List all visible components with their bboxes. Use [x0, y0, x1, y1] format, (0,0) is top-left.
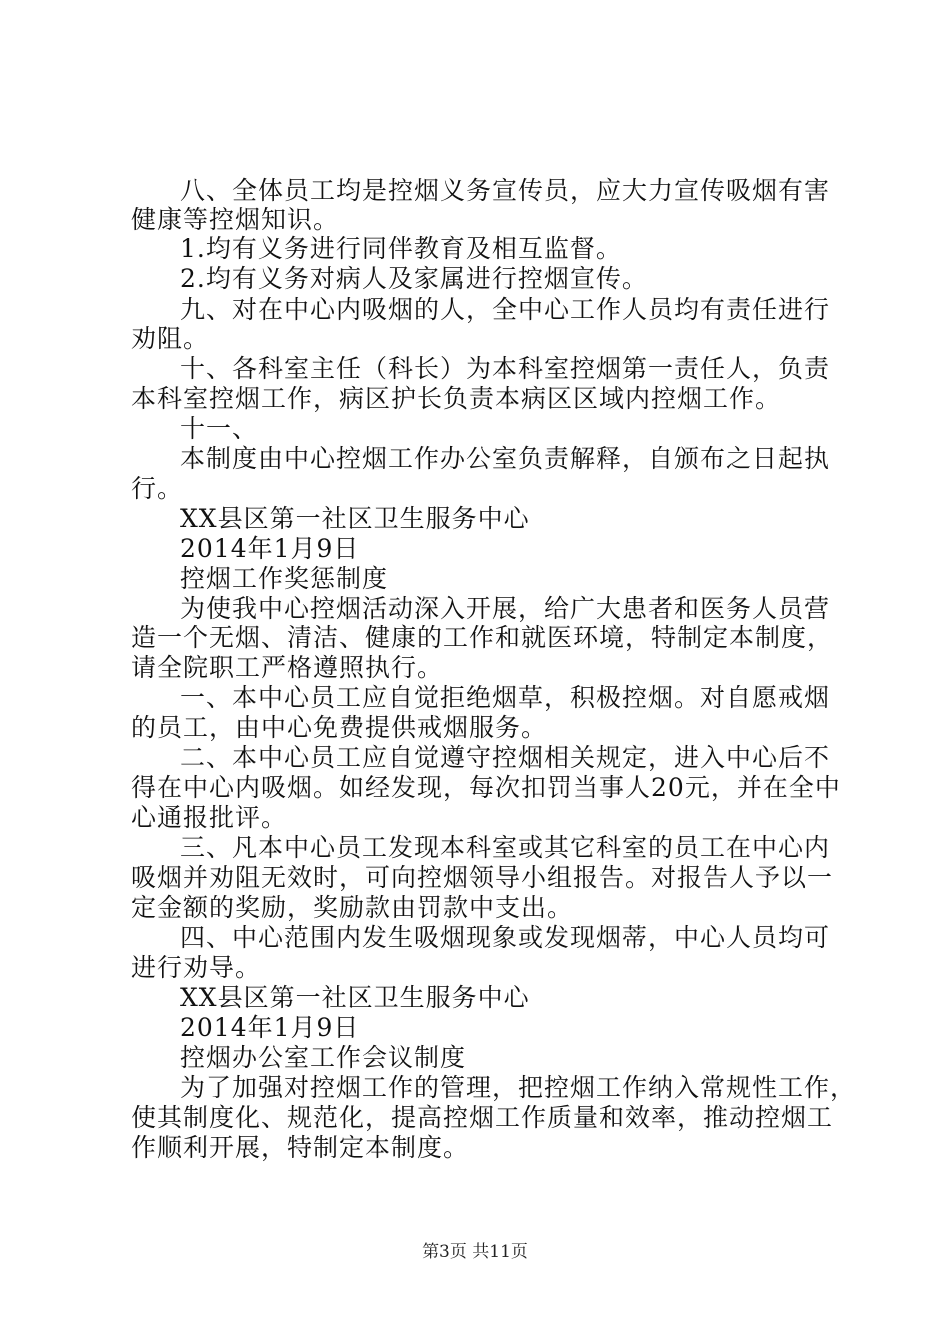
text-line: 心通报批评。	[131, 803, 288, 832]
text-line: 为使我中心控烟活动深入开展，给广大患者和医务人员营	[180, 594, 831, 623]
text-line: 的员工，由中心免费提供戒烟服务。	[131, 713, 548, 742]
text-line: 行。	[131, 474, 184, 503]
text-line: 劝阻。	[131, 324, 210, 353]
text-line: 定金额的奖励，奖励款由罚款中支出。	[131, 893, 574, 922]
text-line: 作顺利开展，特制定本制度。	[131, 1133, 470, 1162]
text-line: 十、各科室主任（科长）为本科室控烟第一责任人，负责	[180, 354, 831, 383]
text-line: 请全院职工严格遵照执行。	[131, 653, 444, 682]
text-line: 使其制度化、规范化，提高控烟工作质量和效率，推动控烟工	[131, 1103, 834, 1132]
text-line: 得在中心内吸烟。如经发现，每次扣罚当事人20元，并在全中	[131, 773, 841, 802]
text-line: 进行劝导。	[131, 953, 262, 982]
text-line: 十一、	[180, 414, 259, 443]
text-line: 吸烟并劝阻无效时，可向控烟领导小组报告。对报告人予以一	[131, 863, 834, 892]
text-line: 八、全体员工均是控烟义务宣传员，应大力宣传吸烟有害	[180, 176, 831, 205]
text-line: 本科室控烟工作，病区护长负责本病区区域内控烟工作。	[131, 384, 782, 413]
text-line: 健康等控烟知识。	[131, 205, 340, 234]
text-line: 2.均有义务对病人及家属进行控烟宣传。	[180, 264, 648, 293]
signature-organization: XX县区第一社区卫生服务中心	[180, 504, 530, 533]
text-line: 本制度由中心控烟工作办公室负责解释，自颁布之日起执	[180, 444, 831, 473]
section-title: 控烟办公室工作会议制度	[180, 1043, 467, 1072]
text-line: 二、本中心员工应自觉遵守控烟相关规定，进入中心后不	[180, 743, 831, 772]
text-line: 四、中心范围内发生吸烟现象或发现烟蒂，中心人员均可	[180, 923, 831, 952]
signature-date: 2014年1月9日	[180, 1013, 360, 1042]
text-line: 九、对在中心内吸烟的人，全中心工作人员均有责任进行	[180, 295, 831, 324]
section-title: 控烟工作奖惩制度	[180, 564, 389, 593]
text-line: 三、凡本中心员工发现本科室或其它科室的员工在中心内	[180, 833, 831, 862]
text-line: 1.均有义务进行同伴教育及相互监督。	[180, 234, 622, 263]
signature-organization: XX县区第一社区卫生服务中心	[180, 983, 530, 1012]
text-line: 一、本中心员工应自觉拒绝烟草，积极控烟。对自愿戒烟	[180, 683, 831, 712]
text-line: 造一个无烟、清洁、健康的工作和就医环境，特制定本制度，	[131, 623, 834, 652]
signature-date: 2014年1月9日	[180, 534, 360, 563]
page-number-footer: 第3页 共11页	[422, 1242, 528, 1262]
text-line: 为了加强对控烟工作的管理，把控烟工作纳入常规性工作，	[180, 1073, 857, 1102]
